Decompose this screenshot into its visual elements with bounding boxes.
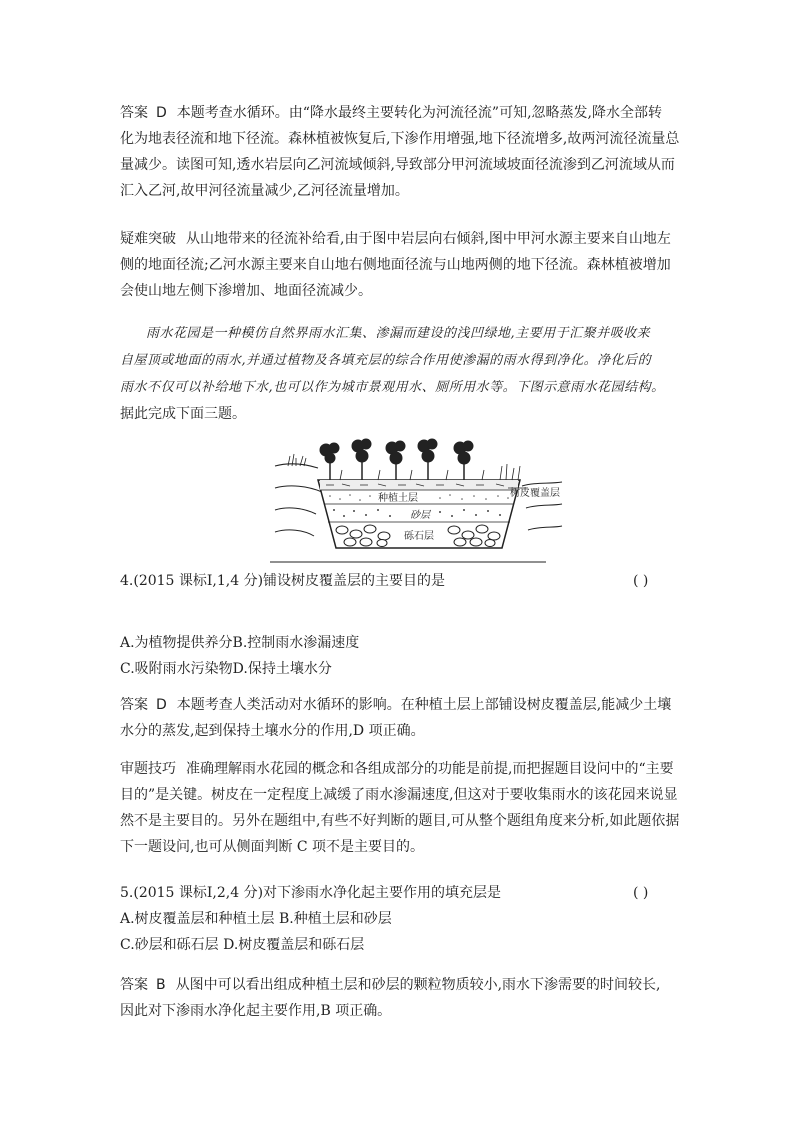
- plant-shrub: [454, 441, 473, 480]
- plant-shrub: [418, 439, 437, 480]
- answer-letter: D: [156, 697, 167, 713]
- plant-shrub: [320, 443, 339, 480]
- question-4-options: [120, 630, 676, 682]
- option-line: A.为植物提供养分B.控制雨水渗漏速度: [120, 635, 360, 651]
- option-line: C.吸附雨水污染物D.保持土壤水分: [120, 661, 332, 677]
- passage-line: 雨水不仅可以补给地下水,也可以作为城市景观用水、厕所用水等。下图示意雨水花园结构。: [120, 380, 665, 395]
- question-stem: 5.(2015 课标Ⅰ,2,4 分)对下渗雨水净化起主要作用的填充层是: [120, 885, 502, 901]
- passage-line: 雨水花园是一种模仿自然界雨水汇集、渗漏而建设的浅凹绿地,主要用于汇聚并吸收来: [146, 326, 651, 341]
- tip-line: 审题技巧 准确理解雨水花园的概念和各组成部分的功能是前提,而把握题目设问中的“主要: [120, 761, 674, 777]
- tip-line: 然不是主要目的。另外在题组中,有些不好判断的题目,可从整个题组角度来分析,如此题依据: [120, 813, 680, 829]
- rain-garden-figure: [270, 436, 566, 564]
- tip-block-technique: [120, 756, 680, 860]
- option-line: A.树皮覆盖层和种植土层 B.种植土层和砂层: [120, 911, 392, 927]
- answer-line: 量减少。读图可知,透水岩层向乙河流域倾斜,导致部分甲河流域坡面径流渗到乙河流域从而: [120, 157, 675, 173]
- label-soil: 种植土层: [378, 493, 418, 504]
- grass: [288, 454, 520, 480]
- tip-label: 疑难突破: [120, 231, 176, 247]
- answer-label: 答案: [120, 977, 148, 993]
- question-4: [120, 568, 676, 594]
- answer-label: 答案: [120, 697, 148, 713]
- answer-line: 答案 D 本题考查水循环。由“降水最终主要转化为河流径流”可知,忽略蒸发,降水全部转: [120, 105, 662, 121]
- tip-label: 审题技巧: [120, 761, 176, 777]
- answer-bracket: ( ): [633, 573, 649, 589]
- answer-line: 化为地表径流和地下径流。森林植被恢复后,下渗作用增强,地下径流增多,故两河流径流量总: [120, 131, 680, 147]
- passage-line: 自屋顶或地面的雨水,并通过植物及各填充层的综合作用使渗漏的雨水得到净化。净化后的: [120, 353, 652, 368]
- answer-line: 水分的蒸发,起到保持土壤水分的作用,D 项正确。: [120, 723, 425, 739]
- option-line: C.砂层和砾石层 D.树皮覆盖层和砾石层: [120, 937, 365, 953]
- passage-instruction: 据此完成下面三题。: [120, 406, 246, 422]
- question-5: [120, 880, 676, 958]
- answer-label: 答案: [120, 105, 148, 121]
- tip-line: 目的”是关键。树皮在一定程度上减缓了雨水渗漏速度,但这对于要收集雨水的该花园来说显: [120, 787, 678, 803]
- plant-shrub: [386, 441, 405, 480]
- passage-block: [120, 320, 690, 428]
- answer-line: 汇入乙河,故甲河径流量减少,乙河径流量增加。: [120, 183, 409, 199]
- tip-line: 下一题设问,也可从侧面判断 C 项不是主要目的。: [120, 839, 425, 855]
- answer-block-3: [120, 100, 680, 204]
- answer-line: 答案 D 本题考查人类活动对水循环的影响。在种植土层上部铺设树皮覆盖层,能减少土壤: [120, 697, 672, 713]
- answer-line: 答案 B 从图中可以看出组成种植土层和砂层的颗粒物质较小,雨水下渗需要的时间较长,: [120, 977, 661, 993]
- tip-line: 会使山地左侧下渗增加、地面径流减少。: [120, 283, 372, 299]
- answer-line: 因此对下渗雨水净化起主要作用,B 项正确。: [120, 1003, 392, 1019]
- tip-block-difficulty: [120, 226, 676, 304]
- answer-letter: D: [156, 105, 167, 121]
- question-stem: 4.(2015 课标Ⅰ,1,4 分)铺设树皮覆盖层的主要目的是: [120, 573, 446, 589]
- answer-block-5: [120, 972, 676, 1024]
- plant-shrub: [352, 439, 371, 480]
- answer-letter: B: [156, 977, 166, 993]
- label-bark: 树皮覆盖层: [510, 488, 560, 499]
- tip-line: 疑难突破 从山地带来的径流补给看,由于图中岩层向右倾斜,图中甲河水源主要来自山地左: [120, 231, 671, 247]
- answer-bracket: ( ): [633, 885, 649, 901]
- tip-line: 侧的地面径流;乙河水源主要来自山地右侧地面径流与山地两侧的地下径流。森林植被增加: [120, 257, 671, 273]
- plants: [288, 439, 520, 480]
- label-gravel: 砾石层: [404, 531, 434, 542]
- label-sand: 砂层: [410, 510, 430, 521]
- answer-block-4: [120, 692, 676, 744]
